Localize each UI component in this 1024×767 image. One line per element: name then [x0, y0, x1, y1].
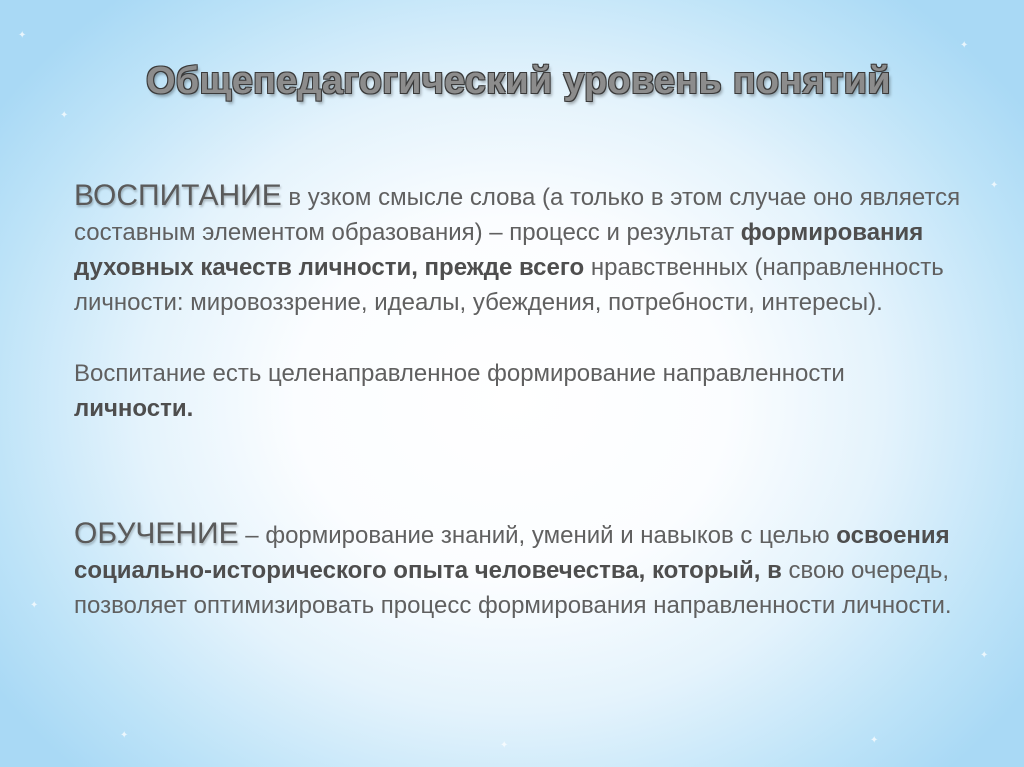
paragraph-obuchenie	[74, 516, 964, 623]
paragraph-vospitanie	[74, 178, 964, 320]
sparkle-icon: ✦	[18, 30, 27, 41]
sparkle-icon: ✦	[990, 180, 999, 191]
sparkle-icon: ✦	[870, 735, 879, 746]
paragraph-vospitanie-definition	[74, 356, 964, 426]
paragraph-text: свою очередь, позволяет оптимизировать процесс формирования направленности личности.	[74, 557, 952, 619]
paragraph-text: – формирование знаний, умений и навыков с целью	[238, 522, 837, 549]
sparkle-icon: ✦	[60, 110, 69, 121]
paragraph-text: в узком смысле слова (а только в этом случае оно является составным элементом образования) – процесс и результат	[74, 184, 961, 246]
sparkle-icon: ✦	[120, 730, 129, 741]
paragraph-bold-text: освоения социально-исторического опыта человечества, который, в	[74, 522, 950, 584]
sparkle-icon: ✦	[30, 600, 39, 611]
paragraph-bold-text: личности.	[74, 395, 194, 422]
slide-title: Общепедагогический уровень понятий	[146, 60, 891, 102]
paragraph-text: нравственных (направленность личности: мировоззрение, идеалы, убеждения, потребности, интересы).	[74, 254, 944, 316]
term-vospitanie: ВОСПИТАНИЕ	[74, 179, 282, 212]
paragraph-bold-text: формирования духовных качеств личности, прежде всего	[74, 219, 924, 281]
sparkle-icon: ✦	[960, 40, 969, 51]
sparkle-icon: ✦	[500, 740, 509, 751]
paragraph-text: Воспитание есть целенаправленное формирование направленности	[74, 360, 845, 387]
term-obuchenie: ОБУЧЕНИЕ	[74, 517, 239, 550]
sparkle-icon: ✦	[980, 650, 989, 661]
